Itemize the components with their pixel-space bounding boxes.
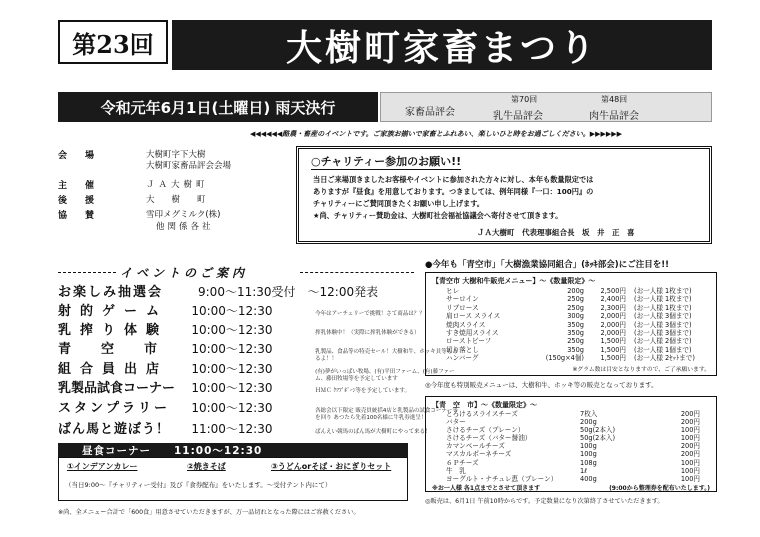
item-weight: 250g [567, 303, 584, 312]
table-row [432, 321, 710, 329]
item-name: ヨーグルト・ナチュレ恵（プレーン） [446, 474, 558, 483]
item-price: 100円 [680, 434, 700, 443]
item-qty: 50g(2本入) [580, 434, 616, 443]
lunch-title: 昼食コーナー 11:00～12:30 [82, 444, 263, 457]
show-dairy-number: 第70回 [511, 95, 538, 104]
item-weight: 250g [567, 295, 584, 304]
item-weight: (150g×4個) [545, 354, 584, 363]
event-time: 10:00～12:30 [191, 342, 273, 356]
event-name: 乳製品試食コーナー [58, 381, 176, 396]
table-row [432, 329, 710, 337]
table-row [432, 354, 710, 362]
date-bar [58, 92, 378, 122]
item-price: 1,500円 [600, 354, 626, 363]
show-livestock: 家畜品評会 [405, 107, 455, 118]
event-time: 10:00～12:30 [191, 362, 273, 376]
item-price: 2,400円 [600, 295, 626, 304]
info-label-sponsor: 協 賛 [58, 211, 95, 221]
item-weight: 300g [567, 312, 584, 321]
item-price: 2,000円 [600, 329, 626, 338]
item-qty: 400g [580, 474, 597, 483]
events-heading-rule-right [300, 272, 414, 273]
item-price: 2,000円 [600, 312, 626, 321]
table-row [432, 442, 710, 450]
tagline: ◀◀◀◀◀◀酪農・畜産のイベントです。ご家族お揃いで家畜とふれあい、楽しいひと時をお過ごしください。▶▶▶▶▶▶ [250, 130, 623, 138]
info-value-sponsor: 雪印メグミルク(株) [146, 210, 221, 220]
item-name: さけるチーズ（バター醤油） [446, 434, 532, 443]
table-row [432, 287, 710, 295]
event-time: 11:00～12:30 [191, 422, 273, 436]
item-name: さけるチーズ（プレーン） [446, 426, 525, 435]
item-name: とろけるスライスチーズ [446, 410, 518, 418]
events-list [58, 281, 458, 441]
item-weight: 200g [567, 287, 584, 295]
item-price: 2,500円 [600, 287, 626, 295]
item-name: すき焼用スライス [446, 329, 499, 338]
lunch-menu-curry: ①インデアンカレー [67, 462, 138, 471]
item-limit: (お一人様 1枚まで) [634, 303, 692, 312]
event-time: 10:00～12:30 [191, 381, 273, 395]
item-name: マスカルポーネチーズ [446, 450, 512, 459]
item-qty: 100g [580, 450, 597, 459]
event-note: 各総会以下限定 販売員統括4店と乳製品の試食コーナー等を回り あつたら先着100名様に牛乳券進呈！ [315, 408, 458, 421]
item-price: 1,500円 [600, 337, 626, 346]
item-price: 2,300円 [600, 303, 626, 312]
event-time: 10:00～12:30 [191, 304, 273, 318]
item-price: 200円 [680, 442, 700, 451]
show-dairy-name: 乳牛品評会 [493, 111, 543, 122]
table-row [432, 410, 710, 418]
event-name: ばん馬と遊ぼう！ [58, 422, 171, 437]
info-label-venue: 会 場 [58, 151, 95, 161]
item-limit: (お一人様 1個まで) [634, 345, 692, 354]
charity-signature: ＪＡ大樹町 代表理事組合長 坂 井 正 喜 [477, 228, 635, 237]
item-price: 200円 [680, 450, 700, 459]
item-name: ヒレ [446, 287, 460, 295]
item-limit: (お一人様 1枚まで) [634, 287, 692, 295]
item-qty: 50g(2本入) [580, 426, 616, 435]
event-note: 搾乳体験中！（実際に搾乳体験ができる） [315, 330, 420, 336]
item-name: リブロース [446, 303, 479, 312]
table-row [432, 434, 710, 442]
charity-box [296, 146, 712, 244]
dairy-ticket-text: (9:00から整理券を配布いたします。) [609, 484, 710, 492]
charity-line-3: チャリティーにご賛同頂きたくお願い申し上げます。 [313, 199, 484, 208]
table-row [432, 459, 710, 467]
info-value-support: 大 樹 町 [146, 195, 206, 205]
table-row [432, 467, 710, 475]
dairy-menu-table [432, 410, 710, 483]
info-block [58, 148, 258, 238]
table-row [432, 312, 710, 320]
event-time: 9:00～11:30受付 ～12:00発表 [198, 285, 379, 299]
charity-line-4: ★尚、チャリティー賛助金は、大樹町社会福祉協議会へ寄付させて頂きます。 [313, 211, 563, 220]
info-value-host: ＪＡ大樹町 [146, 180, 209, 190]
item-name: 肩ロース スライス [446, 312, 501, 321]
dairy-limit-note [432, 483, 710, 492]
item-weight: 350g [567, 345, 584, 354]
dairy-after-note: ◎販売は、6月1日 午前10時からです。予定数量になり次第終了させていただきます。 [425, 498, 664, 505]
title-banner [172, 20, 712, 70]
item-name: 焼肉スライス [446, 320, 486, 329]
event-name: お楽しみ抽選会 [58, 285, 164, 300]
lunch-box [58, 457, 408, 501]
event-note: (有)夢がいっぱい牧場、(有)平田ファーム、(有)藤ファーム、藤田牧場等を予定しています [315, 369, 455, 382]
event-note: 乳製品、食品等の特売セール！大樹和牛、ホッキ貝等もあるよ！！ [315, 349, 458, 362]
item-price: 100円 [680, 426, 700, 435]
list-item [58, 338, 458, 360]
charity-line-1: 当日ご来場頂きましたお客様やイベントに参加された方々に対し、本年も数量限定では [313, 175, 594, 184]
event-time: 10:00～12:30 [191, 401, 273, 415]
info-label-host: 主 催 [58, 181, 95, 191]
item-name: バター [446, 418, 466, 427]
item-limit: (お一人様 2ｾｯﾄまで) [634, 354, 695, 363]
item-limit: (お一人様 1枚まで) [634, 295, 692, 304]
lunch-ticket-note: （当日9:00～『チャリティー受付』及び『食券配布』をいたします。～受付テント内にて） [65, 481, 332, 489]
event-note: ばんえい競馬のばん馬が大樹町にやって来る！ [315, 429, 431, 435]
info-label-support: 後 援 [58, 196, 95, 206]
item-qty: 108g [580, 458, 597, 467]
info-value-venue: 大樹町字下大樹 [146, 150, 206, 160]
list-item [58, 418, 458, 440]
item-price: 1,500円 [600, 345, 626, 354]
lunch-footnote: ※尚、全メニュー合計で「600食」用意させていただきますが、万一品切れとなった際にはご容赦ください。 [58, 509, 360, 516]
item-price: 100円 [680, 466, 700, 475]
table-row [432, 418, 710, 426]
table-row [432, 295, 710, 303]
dairy-menu-box [425, 396, 717, 492]
item-limit: (お一人様 3個まで) [634, 312, 692, 321]
market-headline: ●今年も「青空市」「大樹漁業協同組合」(ﾎｯｷ部会)にご注目を!! [425, 260, 669, 270]
event-date: 令和元年6月1日(土曜日) 雨天決行 [100, 98, 336, 117]
table-row [432, 337, 710, 345]
item-qty: 200g [580, 418, 597, 427]
item-limit: (お一人様 2個まで) [634, 337, 692, 346]
item-name: ハンバーグ [446, 354, 479, 363]
table-row [432, 346, 710, 354]
item-weight: 350g [567, 320, 584, 329]
item-price: 2,000円 [600, 320, 626, 329]
beef-menu-table [432, 287, 710, 363]
info-value-sponsor-2: 他関係各社 [156, 222, 214, 232]
event-name: 乳搾り体験 [58, 323, 169, 338]
lunch-menu-udon: ③うどんorそば・おにぎりセット [271, 462, 392, 471]
page-title: 大樹町家畜まつり [285, 27, 598, 69]
item-qty: 7枚入 [580, 410, 598, 418]
item-name: 牛 乳 [446, 466, 466, 475]
event-name: 青空市 [58, 342, 188, 357]
dairy-menu-title: 【青 空 市】～《数量限定》～ [432, 401, 537, 409]
beef-after-note: ◎今年度も特別販売メニューは、大樹和牛、ホッキ等の販売となっております。 [425, 381, 658, 389]
dairy-limit-text: ※お一人様 各1点までとさせて頂きます [432, 484, 541, 492]
edition-number: 第23回 [72, 29, 154, 59]
event-note: 今年はアーチェリーで挑戦！さて商品は？？ [315, 311, 425, 317]
beef-footnote: ※グラム数は目安となりますので、ご了承願います。 [572, 366, 710, 373]
info-value-venue-2: 大樹町家畜品評会会場 [146, 161, 232, 171]
beef-menu-title: 【青空市 大樹和牛販売メニュー】～《数量限定》～ [432, 277, 596, 285]
edition-badge [58, 20, 168, 64]
item-price: 100円 [680, 474, 700, 483]
table-row [432, 450, 710, 458]
item-limit: (お一人様 3個まで) [634, 320, 692, 329]
item-name: 切り落とし [446, 345, 479, 354]
item-price: 200円 [680, 418, 700, 427]
event-time: 10:00～12:30 [191, 323, 273, 337]
lunch-bar [58, 443, 408, 457]
item-price: 200円 [680, 410, 700, 418]
events-heading-rule-left [58, 272, 116, 273]
event-name: 射的ゲーム [58, 304, 169, 319]
table-row [432, 426, 710, 434]
item-weight: 350g [567, 329, 584, 338]
item-qty: 1ℓ [580, 466, 587, 475]
item-limit: (お一人様 3個まで) [634, 329, 692, 338]
list-item [58, 397, 458, 419]
charity-title: ○チャリティー参加のお願い!! [311, 155, 462, 168]
table-row [432, 475, 710, 483]
events-heading: イベントのご案内 [120, 266, 249, 280]
item-name: カマンベールチーズ [446, 442, 505, 451]
show-beef-number: 第48回 [601, 95, 628, 104]
item-weight: 250g [567, 337, 584, 346]
event-name: 組合員出店 [58, 362, 169, 377]
event-name: スタンプラリー [58, 401, 171, 416]
item-qty: 100g [580, 442, 597, 451]
event-note: ＨＭＣ ｸﾂﾌﾟﾎﾟｰﾝ等を予定しています。 [315, 388, 410, 394]
item-name: ローストビーフ [446, 337, 492, 346]
item-price: 100円 [680, 458, 700, 467]
item-name: ６Ｐチーズ [446, 458, 479, 467]
table-row [432, 304, 710, 312]
shows-panel [380, 92, 712, 122]
beef-menu-box [425, 272, 717, 376]
lunch-menu-yakisoba: ②焼きそば [187, 462, 226, 471]
list-item [58, 377, 458, 399]
charity-line-2: ありますが『昼食』を用意しております。つきましては、例年同様『一口：100円』の [313, 187, 594, 196]
show-beef-name: 肉牛品評会 [589, 111, 639, 122]
item-name: サーロイン [446, 295, 479, 304]
